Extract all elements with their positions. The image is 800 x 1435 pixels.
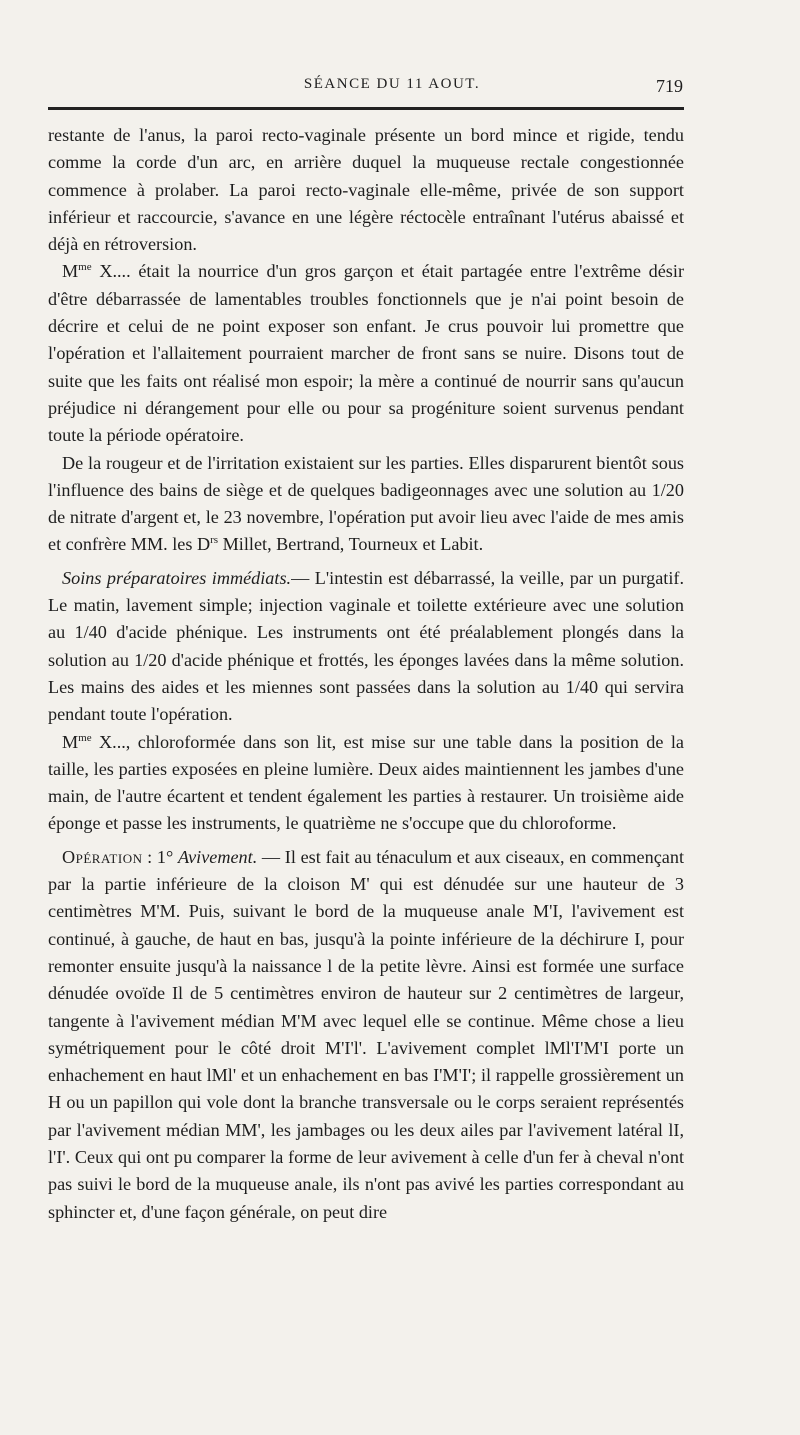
paragraph-2 xyxy=(48,258,684,449)
body-text xyxy=(48,122,684,1226)
paragraph-5-text: X..., chloroformée dans son lit, est mise sur une table dans la position de la taille, les parties exposées en pleine lumière. Deux aides maintiennent les jambes d'une main, de l'autre écartent et tendent également les parties à restaurer. Un troisième aide éponge et passe les instruments, le quatrième ne s'occupe que du chloroforme. xyxy=(48,731,684,834)
abbr-docteurs-sup: rs xyxy=(210,534,219,547)
paragraph-4 xyxy=(48,565,684,729)
header-rule xyxy=(48,107,684,110)
paragraph-3-text-a: De la rougeur et de l'irritation existaient sur les parties. Elles disparurent bientôt sous l'influence des bains de siège et de quelques badigeonnages avec une solution au 1/20 de nitrate d'argent et, le 23 novembre, l'opération put avoir lieu avec l'aide de mes amis et confrère MM. les D xyxy=(48,452,684,555)
paragraph-5 xyxy=(48,729,684,838)
section-heading-soins: Soins préparatoires immédiats. xyxy=(62,567,292,588)
abbr-madame-sup: me xyxy=(78,261,92,274)
abbr-madame: M xyxy=(62,261,79,282)
paragraph-6 xyxy=(48,844,684,1226)
paragraph-1: restante de l'anus, la paroi recto-vaginale présente un bord mince et rigide, tendu comme la corde d'un arc, en arrière duquel la muqueuse rectale congestionnée commence à prolaber. La paroi recto-vaginale elle-même, privée de son support inférieur et raccourcie, s'avance en une légère réctocèle entraînant l'utérus abaissé et déjà en rétroversion. xyxy=(48,125,684,255)
paragraph-2-text: X.... était la nourrice d'un gros garçon et était partagée entre l'extrême désir d'être débarrassée de lamentables troubles fonctionnels que je n'ai point besoin de décrire et celui de ne point exposer son enfant. Je crus pouvoir lui promettre que l'opération et l'allaitement pourraient marcher de front sans se nuire. Disons tout de suite que les faits ont réalisé mon espoir; la mère a continué de nourrir sans qu'aucun préjudice ni dérangement pour elle ou pour sa progéniture soient survenus pendant toute la période opératoire. xyxy=(48,261,684,446)
operation-number: : 1° xyxy=(142,846,178,867)
paragraph-4-text: — L'intestin est débarrassé, la veille, par un purgatif. Le matin, lavement simple; injection vaginale et toilette extérieure avec une solution au 1/40 d'acide phénique. Les instruments ont été préalablement plongés dans la solution au 1/20 d'acide phénique et frottés, les éponges lavées dans la même solution. Les mains des aides et les miennes sont passées dans la solution au 1/40 qui servira pendant toute l'opération. xyxy=(48,567,684,725)
abbr-madame-2-sup: me xyxy=(78,731,92,744)
paragraph-6-text: — Il est fait au ténaculum et aux ciseaux, en commençant par la partie inférieure de la cloison M' qui est dénudée sur une hauteur de 3 centimètres M'M. Puis, suivant le bord de la muqueuse anale M'I, l'avivement est continué, à gauche, de haut en bas, jusqu'à la pointe inférieure de la déchirure I, pour remonter ensuite jusqu'à la naissance l de la petite lèvre. Ainsi est formée une surface dénudée ovoïde Il de 5 centimètres environ de hauteur sur 2 centimètres de largeur, tangente à l'avivement médian M'M avec lequel elle se continue. Même chose a lieu symétriquement pour le côté droit M'I'l'. L'avivement complet lMl'I'M'I porte un enhachement en haut lMl' et un enhachement en bas I'M'I'; il rappelle grossièrement un H ou un papillon qui vole dont la branche transversale ou le corps seraient représentés par l'avivement médian MM', les jambages ou les deux ailes par l'avivement latéral lI, l'I'. Ceux qui ont pu comparer la forme de leur avivement à celle d'un fer à cheval n'ont pas suivi le bord de la muqueuse anale, ils n'ont pas avivé les parties correspondant au sphincter et, d'une façon générale, on peut dire xyxy=(48,846,684,1222)
abbr-madame-2: M xyxy=(62,731,79,752)
running-head xyxy=(47,76,683,100)
paragraph-3 xyxy=(48,450,684,559)
running-title: SÉANCE DU 11 AOUT. xyxy=(303,76,481,92)
section-heading-operation: Opération xyxy=(62,846,143,867)
paragraph-3-text-b: Millet, Bertrand, Tourneux et Labit. xyxy=(218,534,484,555)
page-number: 719 xyxy=(656,76,683,96)
section-heading-avivement: Avivement. xyxy=(177,846,258,867)
